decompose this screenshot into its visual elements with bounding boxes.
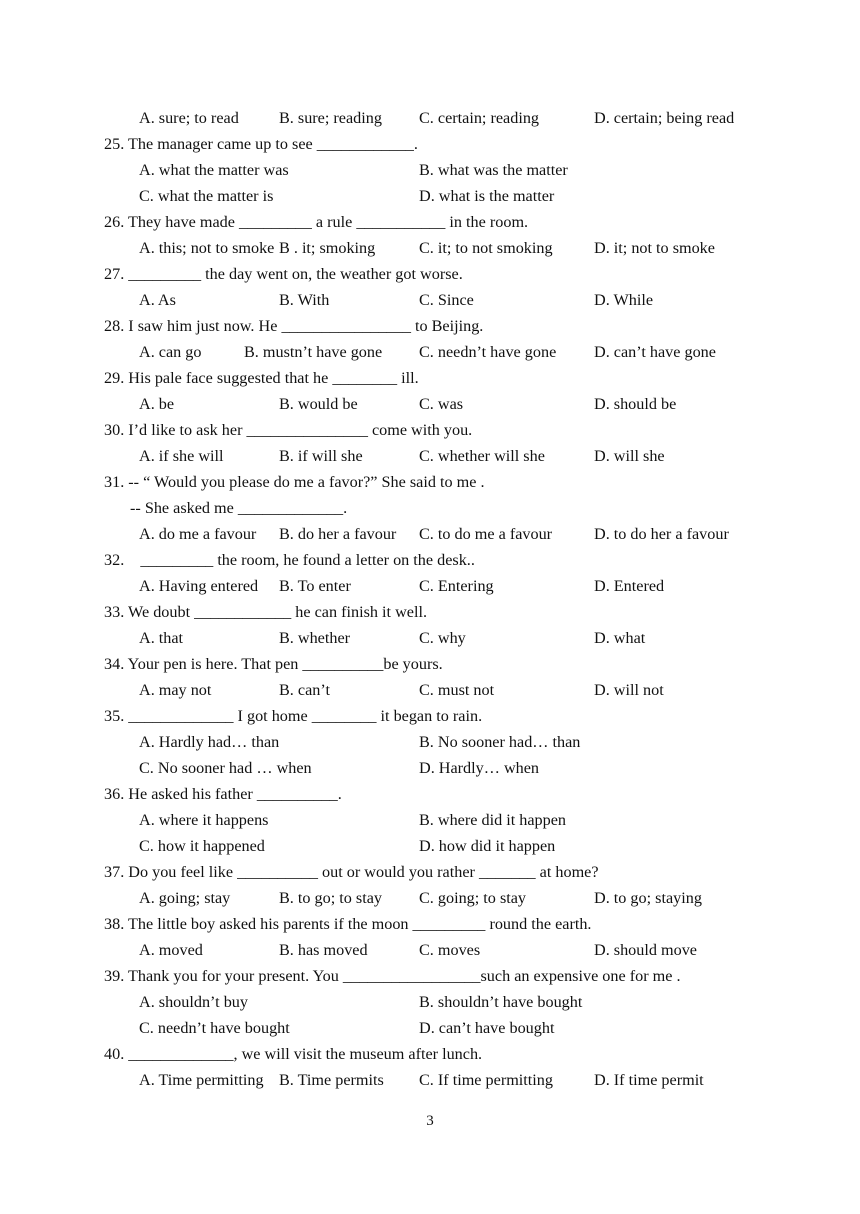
question-stem: 25. The manager came up to see ____________.: [104, 135, 418, 153]
answer-option: D. will she: [594, 447, 665, 465]
answer-option: A. this; not to smoke: [139, 239, 275, 257]
answer-option: A. As: [139, 291, 176, 309]
question-stem: 38. The little boy asked his parents if the moon _________ round the earth.: [104, 915, 592, 933]
answer-option: B. would be: [279, 395, 358, 413]
answer-option: B. sure; reading: [279, 109, 382, 127]
answer-option: A. do me a favour: [139, 525, 257, 543]
answer-option: C. to do me a favour: [419, 525, 553, 543]
answer-option: C. needn’t have gone: [419, 343, 557, 361]
answer-option: D. should be: [594, 395, 677, 413]
answer-option: B. to go; to stay: [279, 889, 382, 907]
answer-option: D. what is the matter: [419, 187, 555, 205]
answer-option: C. If time permitting: [419, 1071, 553, 1089]
answer-option: B. do her a favour: [279, 525, 397, 543]
question-stem: 26. They have made _________ a rule ___________ in the room.: [104, 213, 529, 231]
answer-option: C. needn’t have bought: [139, 1019, 290, 1037]
answer-option: B. shouldn’t have bought: [419, 993, 583, 1011]
answer-option: B. where did it happen: [419, 811, 566, 829]
answer-option: D. Entered: [594, 577, 665, 595]
answer-option: C. what the matter is: [139, 187, 274, 205]
answer-option: C. certain; reading: [419, 109, 540, 127]
answer-option: B. what was the matter: [419, 161, 568, 179]
answer-option: C. moves: [419, 941, 481, 959]
answer-option: D. to go; staying: [594, 889, 702, 907]
answer-option: A. Time permitting: [139, 1071, 264, 1089]
answer-option: A. sure; to read: [139, 109, 239, 127]
answer-option: D. certain; being read: [594, 109, 735, 127]
answer-option: C. Entering: [419, 577, 494, 595]
answer-option: D. what: [594, 629, 646, 647]
answer-option: D. If time permit: [594, 1071, 704, 1089]
answer-option: B. mustn’t have gone: [244, 343, 383, 361]
question-continuation: -- She asked me _____________.: [130, 499, 348, 517]
answer-option: B. can’t: [279, 681, 330, 699]
answer-option: C. No sooner had … when: [139, 759, 312, 777]
answer-option: A. that: [139, 629, 184, 647]
answer-option: A. moved: [139, 941, 203, 959]
question-stem: 40. _____________, we will visit the museum after lunch.: [104, 1045, 483, 1063]
answer-option: C. going; to stay: [419, 889, 527, 907]
answer-option: A. what the matter was: [139, 161, 289, 179]
answer-option: B. No sooner had… than: [419, 733, 581, 751]
answer-option: A. going; stay: [139, 889, 231, 907]
question-stem: 29. His pale face suggested that he ________ ill.: [104, 369, 419, 387]
question-stem: 34. Your pen is here. That pen __________be yours.: [104, 655, 443, 673]
answer-option: C. must not: [419, 681, 495, 699]
question-stem: 37. Do you feel like __________ out or would you rather _______ at home?: [104, 863, 599, 881]
question-stem: 27. _________ the day went on, the weather got worse.: [104, 265, 463, 283]
answer-option: C. Since: [419, 291, 474, 309]
question-stem: 39. Thank you for your present. You _________________such an expensive one for me .: [104, 967, 681, 985]
question-stem: 32. _________ the room, he found a letter on the desk..: [104, 551, 475, 569]
answer-option: D. should move: [594, 941, 697, 959]
answer-option: A. be: [139, 395, 175, 413]
answer-option: C. it; to not smoking: [419, 239, 553, 257]
page-number: 3: [426, 1113, 434, 1129]
answer-option: C. why: [419, 629, 466, 647]
answer-option: B . it; smoking: [279, 239, 376, 257]
answer-option: B. To enter: [279, 577, 351, 595]
answer-option: D. to do her a favour: [594, 525, 729, 543]
question-stem: 28. I saw him just now. He ________________ to Beijing.: [104, 317, 484, 335]
answer-option: B. if will she: [279, 447, 363, 465]
answer-option: C. how it happened: [139, 837, 265, 855]
question-stem: 31. -- “ Would you please do me a favor?” She said to me .: [104, 473, 485, 491]
answer-option: D. can’t have bought: [419, 1019, 555, 1037]
answer-option: C. was: [419, 395, 464, 413]
answer-option: A. if she will: [139, 447, 224, 465]
answer-option: A. can go: [139, 343, 202, 361]
answer-option: A. shouldn’t buy: [139, 993, 248, 1011]
question-stem: 36. He asked his father __________.: [104, 785, 342, 803]
answer-option: B. With: [279, 291, 330, 309]
answer-option: B. whether: [279, 629, 351, 647]
answer-option: D. it; not to smoke: [594, 239, 715, 257]
answer-option: B. has moved: [279, 941, 368, 959]
answer-option: D. can’t have gone: [594, 343, 716, 361]
answer-option: A. Hardly had… than: [139, 733, 280, 751]
answer-option: B. Time permits: [279, 1071, 384, 1089]
answer-option: A. Having entered: [139, 577, 259, 595]
question-stem: 35. _____________ I got home ________ it began to rain.: [104, 707, 483, 725]
answer-option: A. where it happens: [139, 811, 269, 829]
answer-option: D. Hardly… when: [419, 759, 540, 777]
question-stem: 30. I’d like to ask her _______________ come with you.: [104, 421, 473, 439]
answer-option: D. how did it happen: [419, 837, 556, 855]
answer-option: D. will not: [594, 681, 664, 699]
answer-option: D. While: [594, 291, 654, 309]
answer-option: C. whether will she: [419, 447, 545, 465]
answer-option: A. may not: [139, 681, 212, 699]
question-stem: 33. We doubt ____________ he can finish it well.: [104, 603, 428, 621]
